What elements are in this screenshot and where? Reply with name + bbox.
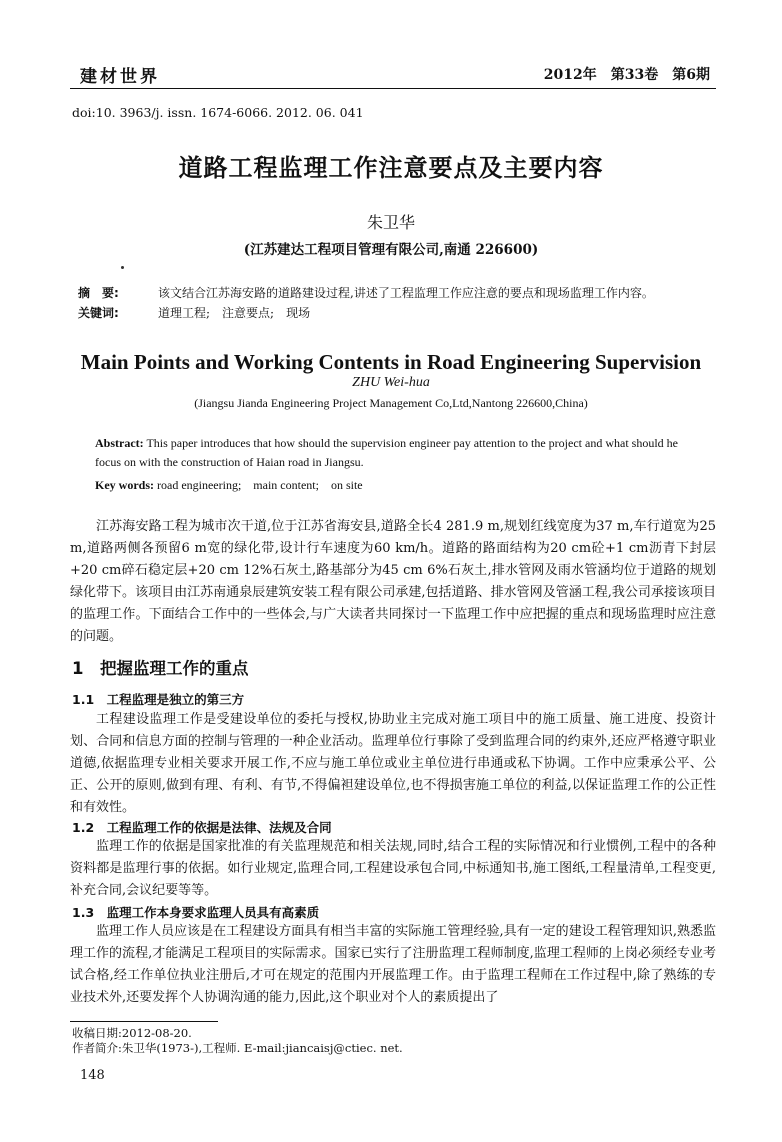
section-1-2-heading: 1.2 工程监理工作的依据是法律、法规及合同 [72, 820, 332, 835]
keywords-text: 道理工程; 注意要点; 现场 [158, 306, 311, 320]
keywords-chinese [78, 304, 310, 321]
received-date: 收稿日期:2012-08-20. [72, 1026, 192, 1040]
keywords-en-text: road engineering; main content; on site [154, 478, 363, 492]
section-1-1-heading: 1.1 工程监理是独立的第三方 [72, 692, 245, 707]
header-rule [70, 88, 716, 89]
affiliation-chinese: (江苏建达工程项目管理有限公司,南通 226600) [243, 242, 539, 258]
title-english: Main Points and Working Contents in Road Engineering Supervision [80, 350, 702, 374]
affiliation-english: (Jiangsu Jianda Engineering Project Management Co,Ltd,Nantong 226600,China) [194, 396, 588, 410]
keywords-label: 关键词: [78, 306, 119, 320]
author-english: ZHU Wei-hua [352, 375, 430, 390]
abstract-text: 该文结合江苏海安路的道路建设过程,讲述了工程监理工作应注意的要点和现场监理工作内容。 [158, 286, 654, 300]
abstract-en-text: This paper introduces that how should the supervision engineer pay attention to the project and what should he focus on with the construction of Haian road in Jiangsu. [95, 436, 678, 469]
abstract-english [95, 434, 705, 472]
section-1-1-text: 工程建设监理工作是受建设单位的委托与授权,协助业主完成对施工项目中的施工质量、施工进度、投资计划、合同和信息方面的控制与管理的一种企业活动。监理单位行事除了受到监理合同的约束外,还应严格遵守职业道德,依据监理专业相关要求开展工作,不应与施工单位或业主单位进行串通或私下协调。工作中应秉承公平、公正、公开的原则,做到有理、有利、有节,不得偏袒建设单位,也不得损害施工单位的利益,以保证监理工作的公正性和有效性。 [70, 712, 716, 815]
abstract-chinese [78, 284, 654, 301]
doi: doi:10. 3963/j. issn. 1674-6066. 2012. 06. 041 [72, 105, 364, 120]
section-1-heading: 1 把握监理工作的重点 [72, 659, 249, 678]
abstract-label: 摘 要: [78, 286, 119, 300]
section-1-2-text: 监理工作的依据是国家批准的有关监理规范和相关法规,同时,结合工程的实际情况和行业惯例,工程中的各种资料都是监理行事的依据。如行业规定,监理合同,工程建设承包合同,中标通知书,施工图纸,工程量清单,工程变更,补充合同,会议纪要等等。 [70, 839, 716, 898]
page-number: 148 [80, 1068, 105, 1083]
footnote-rule [70, 1021, 218, 1022]
keywords-en-label: Key words: [95, 478, 154, 492]
journal-name: 建材世界 [80, 67, 160, 87]
decorative-dot [121, 266, 124, 269]
issue-info: 2012年 第33卷 第6期 [543, 67, 710, 83]
author-info: 作者简介:朱卫华(1973-),工程师. E-mail:jiancaisj@ctiec. net. [72, 1041, 403, 1055]
section-1-3-text: 监理工作人员应该是在工程建设方面具有相当丰富的实际施工管理经验,具有一定的建设工程管理知识,熟悉监理工作的流程,才能满足工程项目的实际需求。国家已实行了注册监理工程师制度,监理工程师的上岗必须经专业考试合格,经工作单位执业注册后,才可在规定的范围内开展监理工作。由于监理工程师在工作过程中,除了熟练的专业技术外,还要发挥个人协调沟通的能力,因此,这个职业对个人的素质提出了 [70, 924, 716, 1005]
section-1-3-heading: 1.3 监理工作本身要求监理人员具有高素质 [72, 905, 320, 920]
title-chinese: 道路工程监理工作注意要点及主要内容 [178, 154, 604, 182]
author-chinese: 朱卫华 [366, 213, 415, 232]
abstract-en-label: Abstract: [95, 436, 144, 450]
intro-paragraph: 江苏海安路工程为城市次干道,位于江苏省海安县,道路全长4 281.9 m,规划红线宽度为37 m,车行道宽为25 m,道路两侧各预留6 m宽的绿化带,设计行车速度为60 km/h。道路的路面结构为20 cm砼+1 cm沥青下封层+20 cm碎石稳定层+20 cm 12%石灰土,路基部分为45 cm 6%石灰土,排水管网及雨水管涵均位于道路的规划绿化带下。该项目由江苏南通泉辰建筑安装工程有限公司承建,包括道路、排水管网及管涵工程,我公司承接该项目的监理工作。下面结合工作中的一些体会,与广大读者共同探讨一下监理工作中应把握的重点和现场监理时应注意的问题。 [70, 519, 716, 644]
keywords-english [95, 476, 363, 493]
